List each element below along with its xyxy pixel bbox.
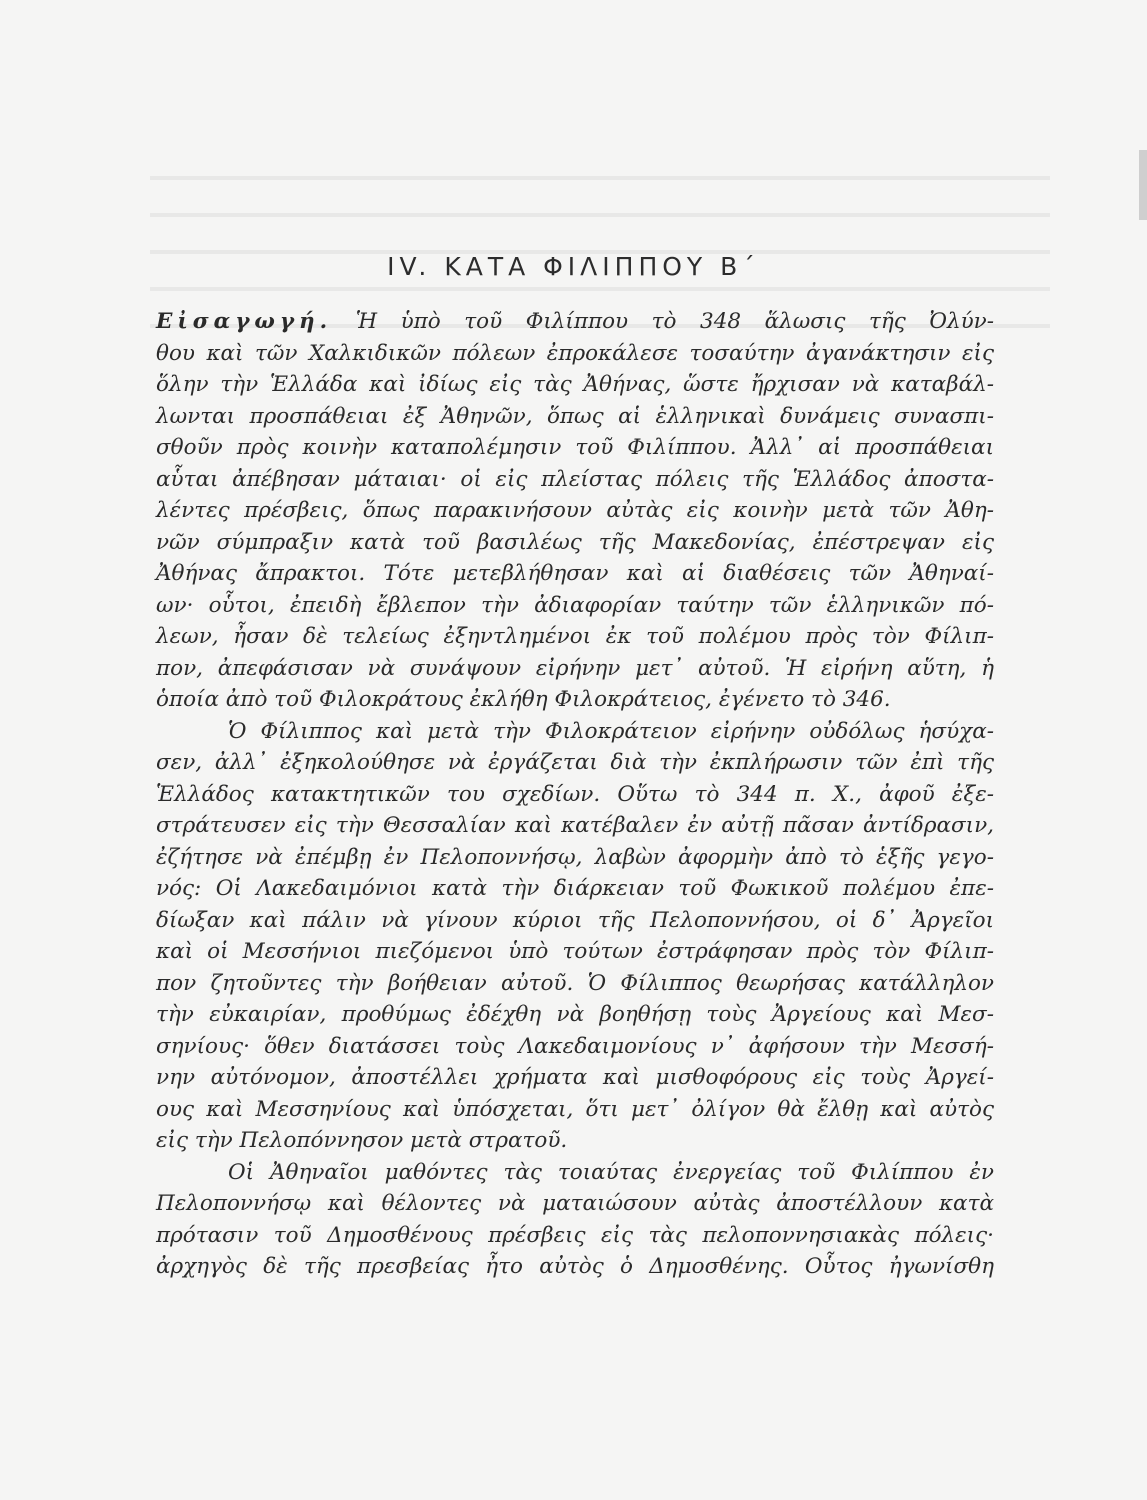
paragraph-2: [156, 716, 994, 1157]
text-line: σθοῦν πρὸς κοινὴν καταπολέμησιν τοῦ Φιλίππου. Ἀλλ᾽ αἱ προσπάθειαι: [156, 435, 994, 460]
text-line: εἰς τὴν Πελοπόννησον μετὰ στρατοῦ.: [156, 1128, 568, 1153]
text-line: στράτευσεν εἰς τὴν Θεσσαλίαν καὶ κατέβαλεν ἐν αὐτῇ πᾶσαν ἀντίδρασιν,: [156, 813, 994, 838]
text-line: ἀρχηγὸς δὲ τῆς πρεσβείας ἦτο αὐτὸς ὁ Δημοσθένης. Οὗτος ἠγωνίσθη: [156, 1254, 994, 1279]
text-line: πον ζητοῦντες τὴν βοήθειαν αὐτοῦ. Ὁ Φίλιππος θεωρήσας κατάλληλον: [156, 970, 994, 996]
text-line: Ἀθήνας ἄπρακτοι. Τότε μετεβλήθησαν καὶ αἱ διαθέσεις τῶν Ἀθηναί-: [156, 561, 994, 586]
text-line: λεων, ἦσαν δὲ τελείως ἐξηντλημένοι ἐκ τοῦ πολέμου πρὸς τὸν Φίλιπ-: [156, 624, 994, 649]
text-line: καὶ οἱ Μεσσήνιοι πιεζόμενοι ὑπὸ τούτων ἐστράφησαν πρὸς τὸν Φίλιπ-: [156, 939, 994, 964]
paragraph-1: [156, 306, 994, 716]
text-line: πρότασιν τοῦ Δημοσθένους πρέσβεις εἰς τὰς πελοποννησιακὰς πόλεις·: [156, 1222, 994, 1248]
text-line: ἐζήτησε νὰ ἐπέμβῃ ἐν Πελοποννήσῳ, λαβὼν ἀφορμὴν ἀπὸ τὸ ἑξῆς γεγο-: [156, 844, 994, 870]
text-line: θου καὶ τῶν Χαλκιδικῶν πόλεων ἐπροκάλεσε τοσαύτην ἀγανάκτησιν εἰς: [156, 340, 994, 366]
body-text: [156, 306, 994, 1283]
text-line: λέντες πρέσβεις, ὅπως παρακινήσουν αὐτὰς εἰς κοινὴν μετὰ τῶν Ἀθη-: [156, 498, 994, 523]
text-line: Εἰσαγωγή. Ἡ ὑπὸ τοῦ Φιλίππου τὸ 348 ἅλωσις τῆς Ὀλύν-: [156, 309, 994, 334]
text-line: Οἱ Ἀθηναῖοι μαθόντες τὰς τοιαύτας ἐνεργείας τοῦ Φιλίππου ἐν: [228, 1159, 994, 1185]
text-line: νην αὐτόνομον, ἀποστέλλει χρήματα καὶ μισθοφόρους εἰς τοὺς Ἀργεί-: [156, 1065, 994, 1090]
text-line: ὁποία ἀπὸ τοῦ Φιλοκράτους ἐκλήθη Φιλοκράτειος, ἐγένετο τὸ 346.: [156, 687, 891, 712]
text-line: σεν, ἀλλ᾽ ἐξηκολούθησε νὰ ἐργάζεται διὰ τὴν ἐκπλήρωσιν τῶν ἐπὶ τῆς: [156, 750, 994, 775]
text-line: Πελοποννήσῳ καὶ θέλοντες νὰ ματαιώσουν αὐτὰς ἀποστέλλουν κατὰ: [156, 1191, 994, 1216]
text-line: Ἑλλάδος κατακτητικῶν του σχεδίων. Οὕτω τὸ 344 π. Χ., ἀφοῦ ἐξε-: [156, 781, 994, 807]
show-through-text: [150, 150, 1050, 330]
page-edge-mark: [1139, 150, 1147, 220]
chapter-title: IV. ΚΑΤΑ ΦΙΛΙΠΠΟΥ Β΄: [387, 252, 760, 281]
text-line: πον, ἀπεφάσισαν νὰ συνάψουν εἰρήνην μετ᾽ αὐτοῦ. Ἡ εἰρήνη αὕτη, ἡ: [156, 655, 994, 681]
text-line: νῶν σύμπραξιν κατὰ τοῦ βασιλέως τῆς Μακεδονίας, ἐπέστρεψαν εἰς: [156, 529, 994, 555]
text-line: ων· οὗτοι, ἐπειδὴ ἔβλεπον τὴν ἀδιαφορίαν ταύτην τῶν ἑλληνικῶν πό-: [156, 592, 994, 618]
text-line: σηνίους· ὅθεν διατάσσει τοὺς Λακεδαιμονίους ν᾽ ἀφήσουν τὴν Μεσσή-: [156, 1033, 994, 1059]
text-line: αὗται ἀπέβησαν μάταιαι· οἱ εἰς πλείστας πόλεις τῆς Ἑλλάδος ἀποστα-: [156, 466, 994, 492]
text-line: λωνται προσπάθειαι ἐξ Ἀθηνῶν, ὅπως αἱ ἑλληνικαὶ δυνάμεις συνασπι-: [156, 403, 994, 429]
paragraph-3: [156, 1157, 994, 1283]
text-line: τὴν εὐκαιρίαν, προθύμως ἐδέχθη νὰ βοηθήσῃ τοὺς Ἀργείους καὶ Μεσ-: [156, 1002, 994, 1027]
intro-label: Εἰσαγωγή.: [156, 309, 333, 334]
text-line: νός: Οἱ Λακεδαιμόνιοι κατὰ τὴν διάρκειαν τοῦ Φωκικοῦ πολέμου ἐπε-: [156, 876, 994, 901]
text-line: Ὁ Φίλιππος καὶ μετὰ τὴν Φιλοκράτειον εἰρήνην οὐδόλως ἡσύχα-: [228, 718, 994, 744]
text-line: ους καὶ Μεσσηνίους καὶ ὑπόσχεται, ὅτι μετ᾽ ὀλίγον θὰ ἔλθῃ καὶ αὐτὸς: [156, 1096, 994, 1122]
text-line: δίωξαν καὶ πάλιν νὰ γίνουν κύριοι τῆς Πελοποννήσου, οἱ δ᾽ Ἀργεῖοι: [156, 907, 994, 933]
text-line: ὅλην τὴν Ἑλλάδα καὶ ἰδίως εἰς τὰς Ἀθήνας, ὥστε ἤρχισαν νὰ καταβάλ-: [156, 372, 994, 397]
